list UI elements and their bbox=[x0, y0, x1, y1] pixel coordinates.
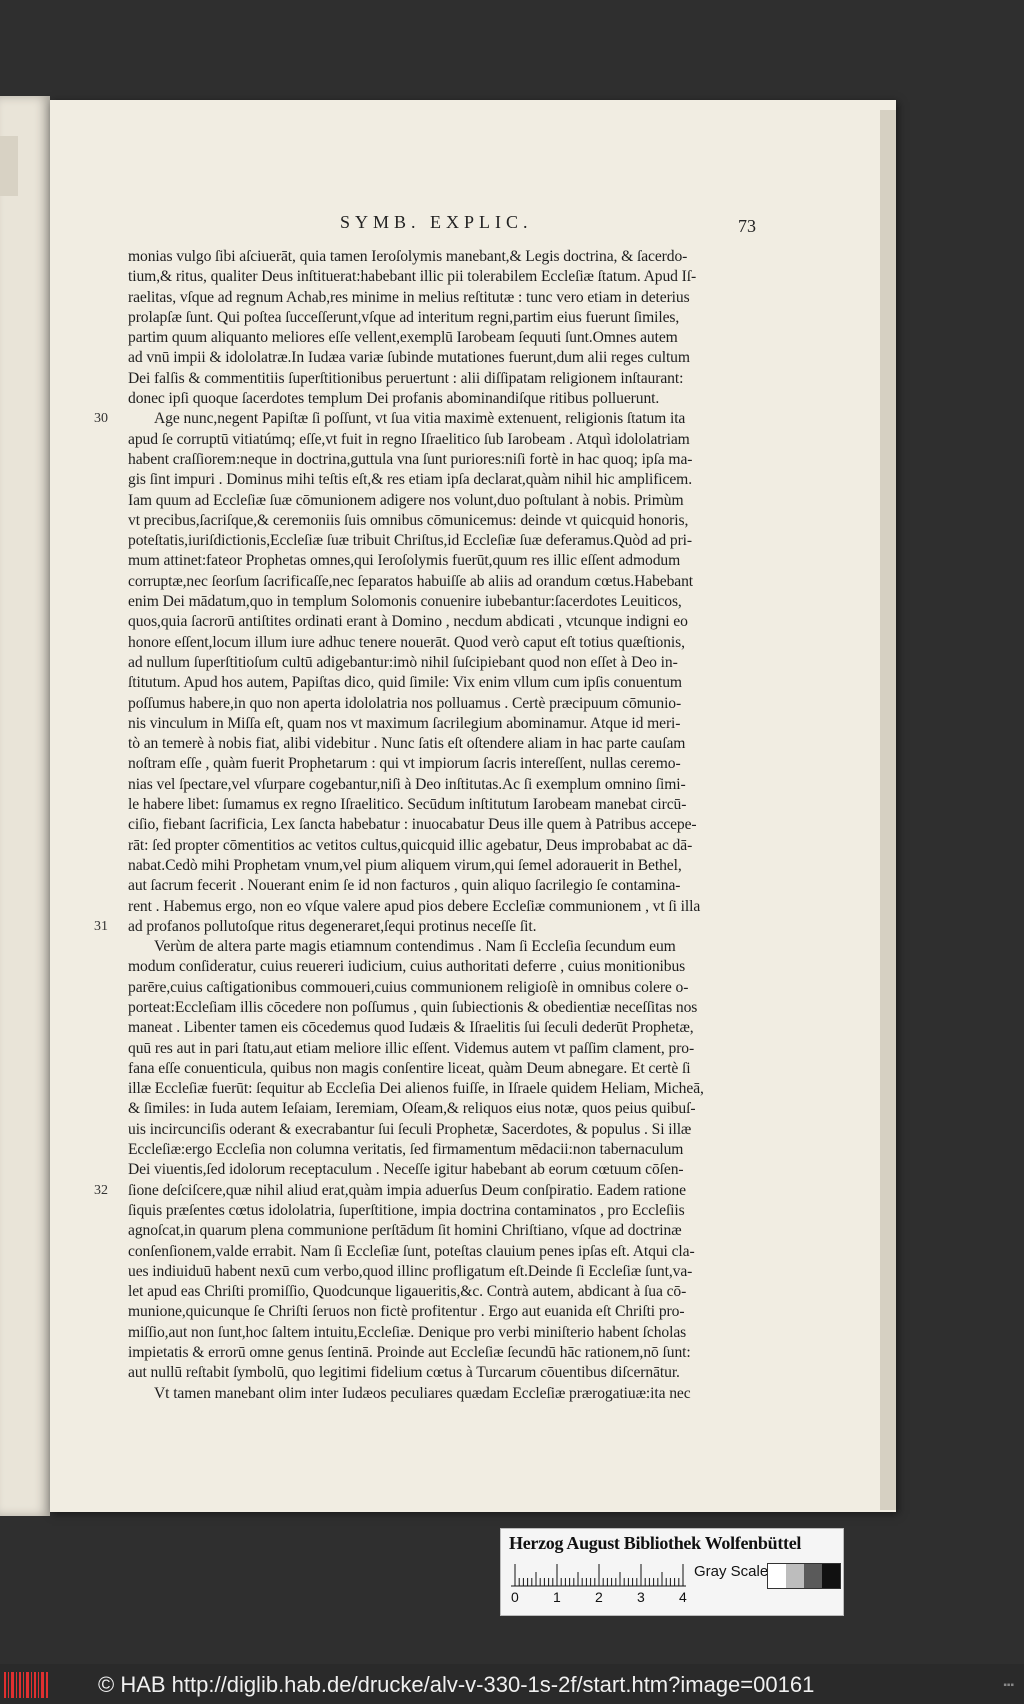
text-line: Dei viuentis,ſed idolorum receptaculum . Neceſſe igitur habebant ab eorum cœtuum cōſen- bbox=[128, 1161, 684, 1179]
text-line: agnoſcat,in quarum plena communione perſtādum ſit homini Chriſtiano, vſque ad doctrinæ bbox=[128, 1222, 682, 1240]
text-line: habent craſſiorem:neque in doctrina,guttula vna ſunt puriores:niſi fortè in hac quoq; ipſa ma- bbox=[128, 450, 693, 468]
ruler-label: 1 bbox=[553, 1589, 561, 1605]
running-head: SYMB. EXPLIC. bbox=[340, 212, 533, 232]
text-line: rāt: ſed propter cōmentitios ac vetitos cultus,quicquid illic agebatur, Deus improbabat ac dā- bbox=[128, 836, 693, 854]
ruler-label: 0 bbox=[511, 1589, 519, 1605]
ruler-label: 4 bbox=[679, 1589, 687, 1605]
document-page bbox=[50, 100, 896, 1512]
text-line: conſenſionem,valde errabit. Nam ſi Eccleſiæ ſunt, poteſtas clauium penes ipſas eſt. Atqui cla- bbox=[128, 1242, 695, 1260]
text-line: ad profanos pollutoſque ritus degeneraret,ſequi protinus neceſſe ſit. bbox=[128, 917, 537, 935]
text-line: uis incircunciſis oderant & execrabantur ſui ſeculi Prophetæ, Sacerdotes, & populus . Si illæ bbox=[128, 1120, 692, 1138]
text-line: tium,& ritus, qualiter Deus inſtituerat:habebant illic pii tolerabilem Eccleſiæ ſtatum. Apud Iſ- bbox=[128, 268, 697, 286]
text-line: gis ſint impuri . Dominus mihi teſtis eſt,& res etiam ipſa declarat,quàm nihil hic amplificem. bbox=[128, 471, 692, 489]
text-line: poſſumus habere,in quo non aperta idololatria nos polluamus . Certè præcipuum cōmunio- bbox=[128, 694, 682, 712]
text-line: aut nullū reſtabit ſymbolū, quo legitimi fidelium cœtus à Turcarum cōuentibus diſcernātur. bbox=[128, 1364, 680, 1382]
text-line: noſtram eſſe , quàm fuerit Prophetarum : qui vt impiorum ſacris intereſſent, nullas ceremo- bbox=[128, 755, 681, 773]
text-line: fana eſſe conuenticula, quibus non magis conſentire liceat, quàm Deum abnegare. Et certè ſi bbox=[128, 1059, 691, 1077]
text-line: ſtitutum. Apud hos autem, Papiſtas dico, quid ſimile: Vix enim vllum cum ipſis conuentum bbox=[128, 674, 682, 692]
text-line: ad nullum ſuperſtitioſum cultū adigebantur:imò nihil ſuſcipiebant quod non eſſet à Deo in- bbox=[128, 653, 678, 671]
text-line: honore eſſent,locum illum iure adhuc tenere nouerāt. Quod verò caput eſt totius quæſtionis, bbox=[128, 633, 685, 651]
text-line: monias vulgo ſibi aſciuerāt, quia tamen Ieroſolymis manebant,& Legis doctrina, & ſacerdo- bbox=[128, 248, 688, 265]
text-line: corruptæ,nec ſeorſum ſacrificaſſe,nec ſeparatos habuiſſe ab aliis ad orandum cœtus.Habebant bbox=[128, 572, 694, 590]
margin-section-number: 32 bbox=[94, 1182, 108, 1198]
text-line: maneat . Libenter tamen eis cōcedemus quod Iudæis & Iſraelitis ſui ſeculi dederūt Prophetæ, bbox=[128, 1019, 694, 1037]
text-line: poteſtatis,iuriſdictionis,Eccleſiæ ſuæ tribuit Chriſtus,id Eccleſiæ ſuæ deferamus.Quòd ad pri- bbox=[128, 532, 693, 550]
body-text bbox=[128, 247, 818, 1404]
text-line: enim Dei mādatum,quo in templum Solomonis conuenire iubebantur:ſacerdotes Leuiticos, bbox=[128, 593, 682, 611]
gray-swatch bbox=[804, 1564, 822, 1588]
text-line: modum conſideratur, cuius reuereri iudicium, cuius authoritati deferre , cuius monitionibus bbox=[128, 958, 686, 976]
text-line: Dei falſis & commentitiis ſuperſtitionibus peruertunt : alii diſſipatam religionem inſtaurant: bbox=[128, 369, 684, 387]
text-line: le habere libet: ſumamus ex regno Iſraelitico. Secūdum inſtitutum Iarobeam manebat circū- bbox=[128, 796, 687, 814]
text-line: Age nunc,negent Papiſtæ ſi poſſunt, vt ſua vitia maximè extenuent, religionis ſtatum ita bbox=[154, 410, 686, 428]
gray-scale-label: Gray Scale bbox=[694, 1563, 769, 1580]
margin-section-number: 30 bbox=[94, 411, 108, 427]
text-line: donec ipſi quoque ſacerdotes templum Dei profanis abominandiſque ritibus polluerunt. bbox=[128, 390, 660, 408]
text-line: quū res aut in pari ſtatu,aut etiam meliore illic eſſent. Videmus autem vt paſſim clament, pro- bbox=[128, 1039, 695, 1057]
color-calibration-card bbox=[500, 1528, 844, 1616]
text-line: ues indiuiduū habent nexū cum verbo,quod illinc profligatum eſt.Deinde ſi Eccleſiæ ſunt,va- bbox=[128, 1262, 693, 1280]
margin-section-number: 31 bbox=[94, 918, 108, 934]
footer-bar bbox=[0, 1664, 1024, 1704]
text-line: ſione deſciſcere,quæ nihil aliud erat,quàm impia aduerſus Deum conſpiratio. Eadem ratione bbox=[128, 1181, 686, 1199]
text-line: rent . Habemus ergo, non eo vſque valere apud pios debere Eccleſiæ communionem , vt ſi illa bbox=[128, 897, 701, 915]
text-line: illæ Eccleſiæ fuerūt: ſequitur ab Eccleſia Dei alienos fuiſſe, in Iſraele quidem Heliam, Micheā, bbox=[128, 1080, 704, 1098]
text-line: let apud eas Chriſti promiſſio, Quodcunque ligaueritis,&c. Contrà autem, abdicant à ſua cō- bbox=[128, 1283, 687, 1301]
text-line: tò an temerè à nobis fiat, alibi videbitur . Nunc ſatis eſt oſtendere aliam in hac parte cauſam bbox=[128, 735, 686, 753]
text-line: aut ſacrum fecerit . Nouerant enim ſe id non facturos , quin aliquo ſacrilegio ſe contamina- bbox=[128, 877, 681, 895]
text-line: nias vel ſpectare,vel vſurpare cogebantur,niſi à Deo inſtitutas.Ac ſi exemplum omnino ſimi- bbox=[128, 775, 686, 793]
text-line: nabat.Cedò mihi Prophetam vnum,vel pium aliquem virum,qui ſemel adorauerit in Bethel, bbox=[128, 856, 682, 874]
text-line: prolapſæ ſunt. Qui poſtea ſucceſſerunt,vſque ad interitum regni,partim eius fuerunt ſimiles, bbox=[128, 308, 680, 326]
text-line: quos,quia ſacrorū antiſtites ordinati erant à Domino , necdum abdicati , vtcunque indigni eo bbox=[128, 613, 688, 631]
left-page-edge bbox=[0, 96, 50, 1516]
source-url[interactable]: © HAB http://diglib.hab.de/drucke/alv-v-330-1s-2f/start.htm?image=00161 bbox=[98, 1672, 815, 1697]
text-line: raelitas, vſque ad regnum Achab,res minime in melius reſtitutæ : tunc vero etiam in deterius bbox=[128, 288, 690, 306]
text-line: ciſio, fiebant ſacrificia, Lex ſancta habebatur : inuocabatur Deus ille quem à Patribus accepe- bbox=[128, 816, 697, 834]
text-line: mum attinet:fateor Prophetas omnes,qui Ieroſolymis fuerūt,quum res illic eſſent admodum bbox=[128, 552, 681, 570]
text-line: miſſio,aut non ſunt,hoc ſaltem intuitu,Eccleſiæ. Denique pro verbi miniſterio habent ſcholas bbox=[128, 1323, 687, 1341]
text-line: Verùm de altera parte magis etiamnum contendimus . Nam ſi Eccleſia ſecundum eum bbox=[154, 938, 676, 956]
text-line: Iam quum ad Eccleſiæ ſuæ cōmunionem adigere nos volunt,duo poſtulant à nobis. Primùm bbox=[128, 491, 684, 509]
text-line: parēre,cuius caſtigationibus commoueri,cuius communionem religioſè in omnibus colere o- bbox=[128, 978, 689, 996]
ruler-label: 3 bbox=[637, 1589, 645, 1605]
gray-swatch bbox=[768, 1564, 786, 1588]
scale-ruler bbox=[511, 1561, 686, 1587]
text-line: & ſimiles: in Iuda autem Ieſaiam, Ieremiam, Oſeam,& reliquos eius notæ, quos peius quibuſ- bbox=[128, 1100, 696, 1118]
text-line: nis vinculum in Miſſa eſt, quam nos vt maximum ſacrilegium abominamur. Atque id meri- bbox=[128, 714, 681, 732]
gray-swatch bbox=[786, 1564, 804, 1588]
page-edge-right bbox=[880, 110, 896, 1510]
gray-scale-swatches bbox=[767, 1563, 841, 1589]
library-name: Herzog August Bibliothek Wolfenbüttel bbox=[509, 1533, 802, 1553]
text-line: ſiquis præſentes cœtus idololatria, ſuperſtitione, impia doctrina contaminatos , pro Eccleſiis bbox=[128, 1201, 685, 1219]
barcode-icon bbox=[4, 1672, 48, 1698]
text-line: Vt tamen manebant olim inter Iudæos peculiares quædam Eccleſiæ prærogatiuæ:ita nec bbox=[154, 1384, 691, 1402]
footer-dots: ▪▪▪ bbox=[1003, 1680, 1014, 1691]
text-line: vt precibus,ſacriſque,& ceremoniis ſuis omnibus cōmunicemus: deinde vt quicquid honoris, bbox=[128, 511, 689, 529]
text-line: Eccleſiæ:ergo Eccleſia non columna veritatis, ſed firmamentum mēdacii:non tabernaculum bbox=[128, 1141, 684, 1159]
text-line: munione,quicunque ſe Chriſti ſeruos non fictè profitentur . Ergo aut euanida eſt Chriſti pro- bbox=[128, 1303, 685, 1321]
gray-swatch bbox=[822, 1564, 840, 1588]
text-line: partim quum aliquanto meliores eſſe vellent,exemplū Iarobeam ſequuti ſunt.Omnes autem bbox=[128, 329, 678, 347]
text-line: ad vnū impii & idololatræ.In Iudæa variæ ſubinde mutationes fuerunt,dum alii reges cultum bbox=[128, 349, 690, 367]
text-line: apud ſe corruptū vitiatúmq; eſſe,vt fuit in regno Iſraelitico ſub Iarobeam . Atquì idololatriam bbox=[128, 430, 690, 448]
ruler-label: 2 bbox=[595, 1589, 603, 1605]
text-line: impietatis & errorū omne genus ſentinā. Proinde aut Eccleſiæ ſecundū hāc rationem,nō ſunt: bbox=[128, 1344, 691, 1362]
page-number: 73 bbox=[738, 216, 756, 236]
text-line: porteat:Eccleſiam illis cōcedere non poſſumus , quin ſubiectionis & obedientiæ neceſſitas nos bbox=[128, 998, 698, 1016]
